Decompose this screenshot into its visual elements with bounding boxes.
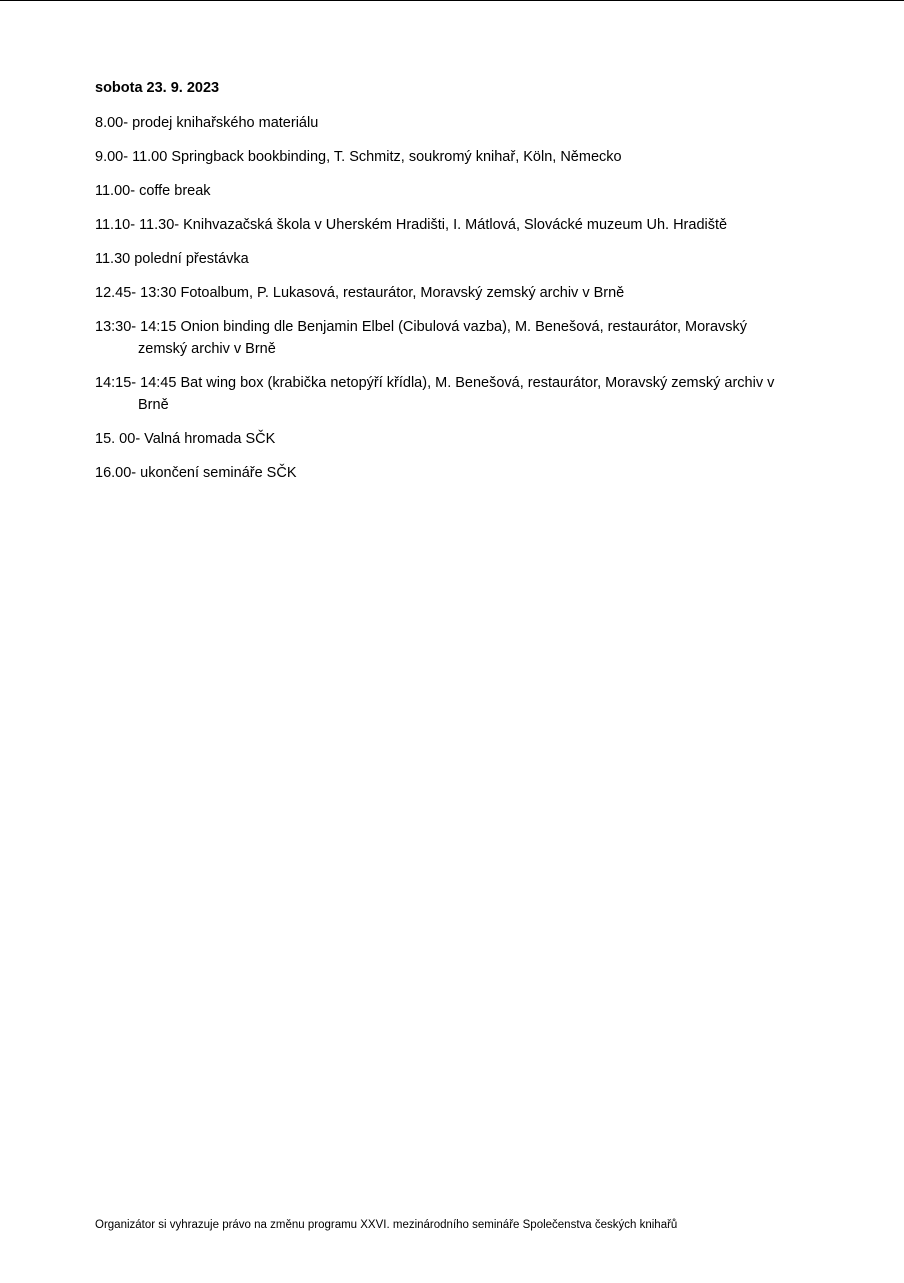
- program-item: 16.00- ukončení semináře SČK: [95, 465, 297, 481]
- top-border-line: [0, 0, 904, 1]
- program-item: 13:30- 14:15 Onion binding dle Benjamin Elbel (Cibulová vazba), M. Benešová, restaurátor, Moravský zemský archiv v Brně: [95, 319, 748, 357]
- program-item: 11.30 polední přestávka: [95, 251, 249, 267]
- footer-note: Organizátor si vyhrazuje právo na změnu programu XXVI. mezinárodního semináře Společenstva českých knihařů: [95, 1219, 678, 1231]
- program-item: 9.00- 11.00 Springback bookbinding, T. Schmitz, soukromý knihař, Köln, Německo: [95, 149, 622, 165]
- program-item: 11.10- 11.30- Knihvazačská škola v Uherském Hradišti, I. Mátlová, Slovácké muzeum Uh. Hradiště: [95, 217, 728, 233]
- program-item: 15. 00- Valná hromada SČK: [95, 431, 276, 447]
- program-item: 8.00- prodej knihařského materiálu: [95, 115, 319, 131]
- program-item: 14:15- 14:45 Bat wing box (krabička netopýří křídla), M. Benešová, restaurátor, Moravský zemský archiv v Brně: [95, 375, 775, 413]
- program-list: [95, 112, 795, 496]
- program-item: 12.45- 13:30 Fotoalbum, P. Lukasová, restaurátor, Moravský zemský archiv v Brně: [95, 285, 625, 301]
- day-heading: sobota 23. 9. 2023: [95, 80, 220, 96]
- program-item: 11.00- coffe break: [95, 183, 211, 199]
